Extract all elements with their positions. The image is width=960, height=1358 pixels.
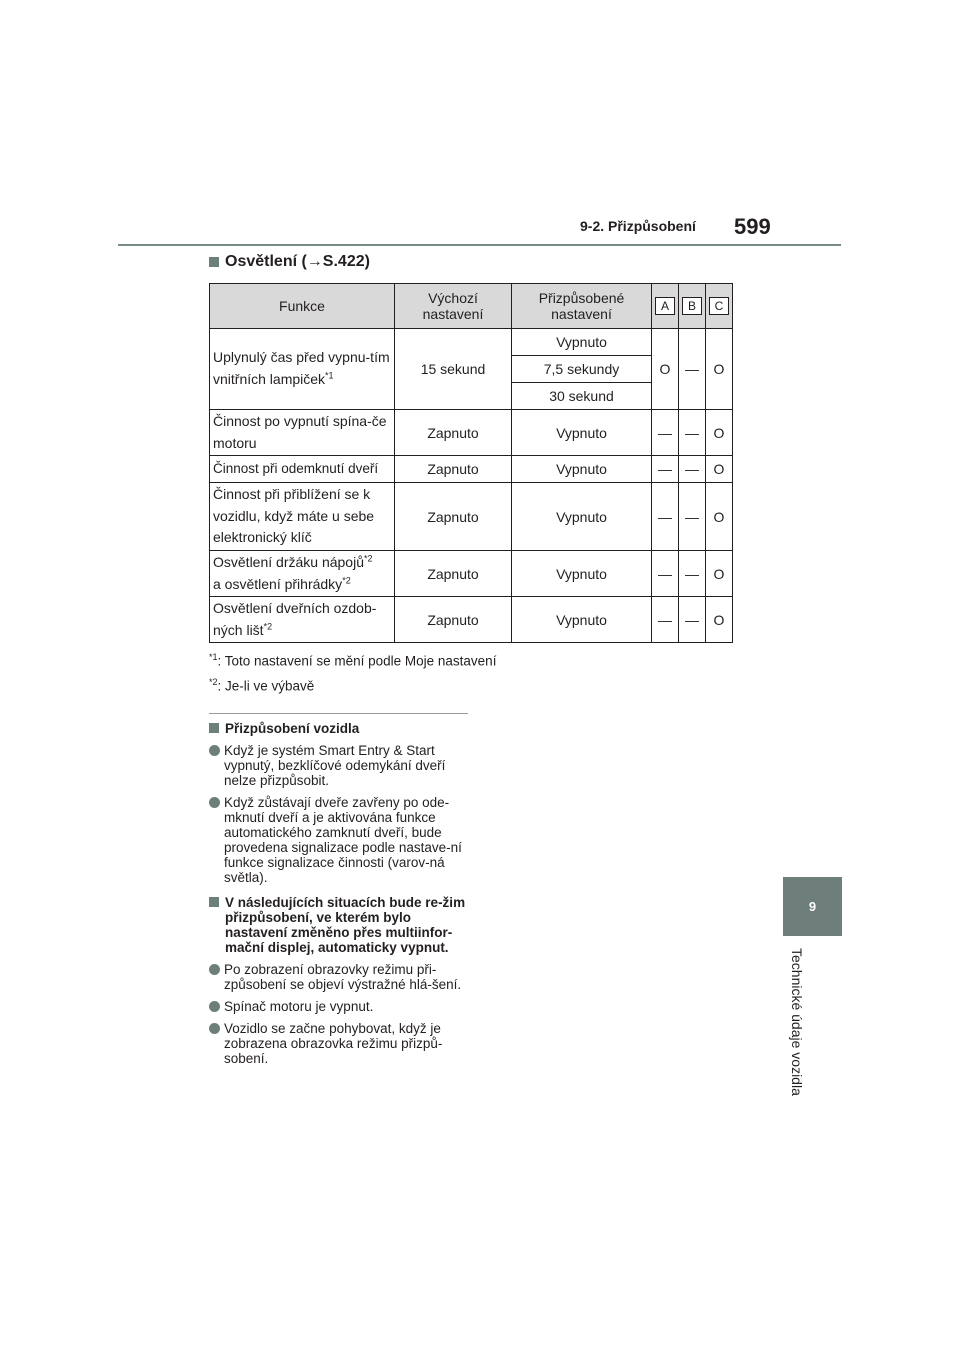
footnote-1 — [209, 652, 496, 669]
footnote-ref: *1 — [325, 370, 334, 381]
table-header-row — [210, 284, 733, 329]
note-heading-text: Přizpůsobení vozidla — [225, 721, 360, 736]
table-row — [210, 597, 733, 643]
footnote-2 — [209, 677, 314, 694]
square-bullet-icon — [209, 897, 219, 907]
custom-cell: Vypnuto — [512, 597, 652, 643]
function-text: a osvětlení přihrádky — [213, 575, 343, 592]
circle-bullet-icon — [209, 964, 220, 975]
function-text: Uplynulý čas před vypnu-tím vnitřních lampiček — [213, 349, 390, 387]
a-label: A — [655, 297, 675, 315]
list-item — [209, 962, 474, 992]
footnote-mark: *1 — [209, 652, 218, 662]
custom-cell: 7,5 sekundy — [512, 356, 652, 383]
function-cell: Činnost při odemknutí dveří — [210, 456, 395, 483]
a-cell: — — [652, 456, 679, 483]
b-cell: — — [679, 410, 706, 456]
bullet-text: Když zůstávají dveře zavřeny po ode-mknutí dveří a je aktivována funkce automatického zamknutí dveří, bude provedena signalizace podle nastave-ní funkce signalizace činnosti (varov-ná světla). — [224, 795, 462, 885]
a-cell: — — [652, 597, 679, 643]
b-cell: — — [679, 551, 706, 597]
c-cell: O — [706, 456, 733, 483]
function-cell — [210, 597, 395, 643]
c-cell: O — [706, 597, 733, 643]
a-cell: — — [652, 410, 679, 456]
custom-cell: Vypnuto — [512, 329, 652, 356]
b-cell: — — [679, 456, 706, 483]
footnote-ref: *2 — [342, 574, 351, 585]
table-row — [210, 329, 733, 356]
list-item — [209, 999, 474, 1014]
circle-bullet-icon — [209, 745, 220, 756]
table-row — [210, 410, 733, 456]
default-cell: Zapnuto — [395, 456, 512, 483]
function-text: Osvětlení dveřních ozdob-ných lišt — [213, 599, 377, 638]
c-cell: O — [706, 483, 733, 551]
chapter-number: 9 — [808, 899, 817, 914]
note-heading — [209, 895, 474, 955]
circle-bullet-icon — [209, 1023, 220, 1034]
custom-cell: Vypnuto — [512, 551, 652, 597]
function-text: Osvětlení držáku nápojů — [213, 553, 364, 570]
custom-cell: Vypnuto — [512, 456, 652, 483]
settings-table — [209, 283, 733, 643]
page-number: 599 — [734, 214, 771, 239]
list-item — [209, 1021, 474, 1066]
header-function: Funkce — [210, 284, 395, 329]
note-heading-text: V následujících situacích bude re-žim přizpůsobení, ve kterém bylo nastavení změněno přes multiinfor-mační displej, automaticky vypnut. — [225, 895, 466, 955]
function-cell: Činnost při přiblížení se k vozidlu, když máte u sebe elektronický klíč — [210, 483, 395, 551]
circle-bullet-icon — [209, 797, 220, 808]
default-cell: Zapnuto — [395, 551, 512, 597]
function-cell — [210, 329, 395, 410]
b-label: B — [682, 297, 702, 315]
table-row — [210, 483, 733, 551]
footnote-mark: *2 — [209, 677, 218, 687]
section-title — [209, 253, 370, 271]
bullet-text: Vozidlo se začne pohybovat, když je zobrazena obrazovka režimu přizpů-sobení. — [224, 1021, 443, 1066]
notes-section — [209, 717, 474, 1066]
bullet-text: Když je systém Smart Entry & Start vypnutý, bezklíčové odemykání dveří nelze přizpůsobit. — [224, 743, 446, 788]
c-cell: O — [706, 410, 733, 456]
chapter-tab[interactable] — [783, 877, 842, 936]
header-a — [652, 284, 679, 329]
square-bullet-icon — [209, 723, 219, 733]
b-cell: — — [679, 483, 706, 551]
a-cell: — — [652, 551, 679, 597]
table-row — [210, 551, 733, 597]
custom-cell: Vypnuto — [512, 410, 652, 456]
chapter-label: Technické údaje vozidla — [789, 948, 805, 1096]
default-cell: 15 sekund — [395, 329, 512, 410]
b-cell: — — [679, 329, 706, 410]
bullet-text: Po zobrazení obrazovky režimu při-způsobení se objeví výstražné hlá-šení. — [224, 962, 462, 992]
header-default: Výchozí nastavení — [395, 284, 512, 329]
header-b — [679, 284, 706, 329]
header-divider — [118, 244, 841, 246]
custom-cell: Vypnuto — [512, 483, 652, 551]
bullet-text: Spínač motoru je vypnut. — [224, 999, 374, 1014]
a-cell: O — [652, 329, 679, 410]
section-title-text: Osvětlení (→S.422) — [225, 253, 370, 270]
default-cell: Zapnuto — [395, 597, 512, 643]
footnote-ref: *2 — [363, 553, 373, 564]
list-item — [209, 743, 474, 788]
note-heading — [209, 721, 474, 736]
custom-cell: 30 sekund — [512, 383, 652, 410]
function-cell — [210, 551, 395, 597]
c-label: C — [709, 297, 729, 315]
list-item — [209, 795, 474, 885]
footnote-ref: *2 — [263, 620, 273, 631]
a-cell: — — [652, 483, 679, 551]
circle-bullet-icon — [209, 1001, 220, 1012]
b-cell: — — [679, 597, 706, 643]
section-header: 9-2. Přizpůsobení — [580, 218, 696, 234]
c-cell: O — [706, 329, 733, 410]
header-custom: Přizpůsobené nastavení — [512, 284, 652, 329]
default-cell: Zapnuto — [395, 410, 512, 456]
function-cell: Činnost po vypnutí spína-če motoru — [210, 410, 395, 456]
table-row — [210, 456, 733, 483]
square-bullet-icon — [209, 257, 219, 267]
footnote-text: : Je-li ve výbavě — [217, 678, 315, 694]
footnote-text: : Toto nastavení se mění podle Moje nastavení — [217, 653, 497, 669]
default-cell: Zapnuto — [395, 483, 512, 551]
header-c — [706, 284, 733, 329]
notes-divider — [209, 713, 468, 714]
c-cell: O — [706, 551, 733, 597]
